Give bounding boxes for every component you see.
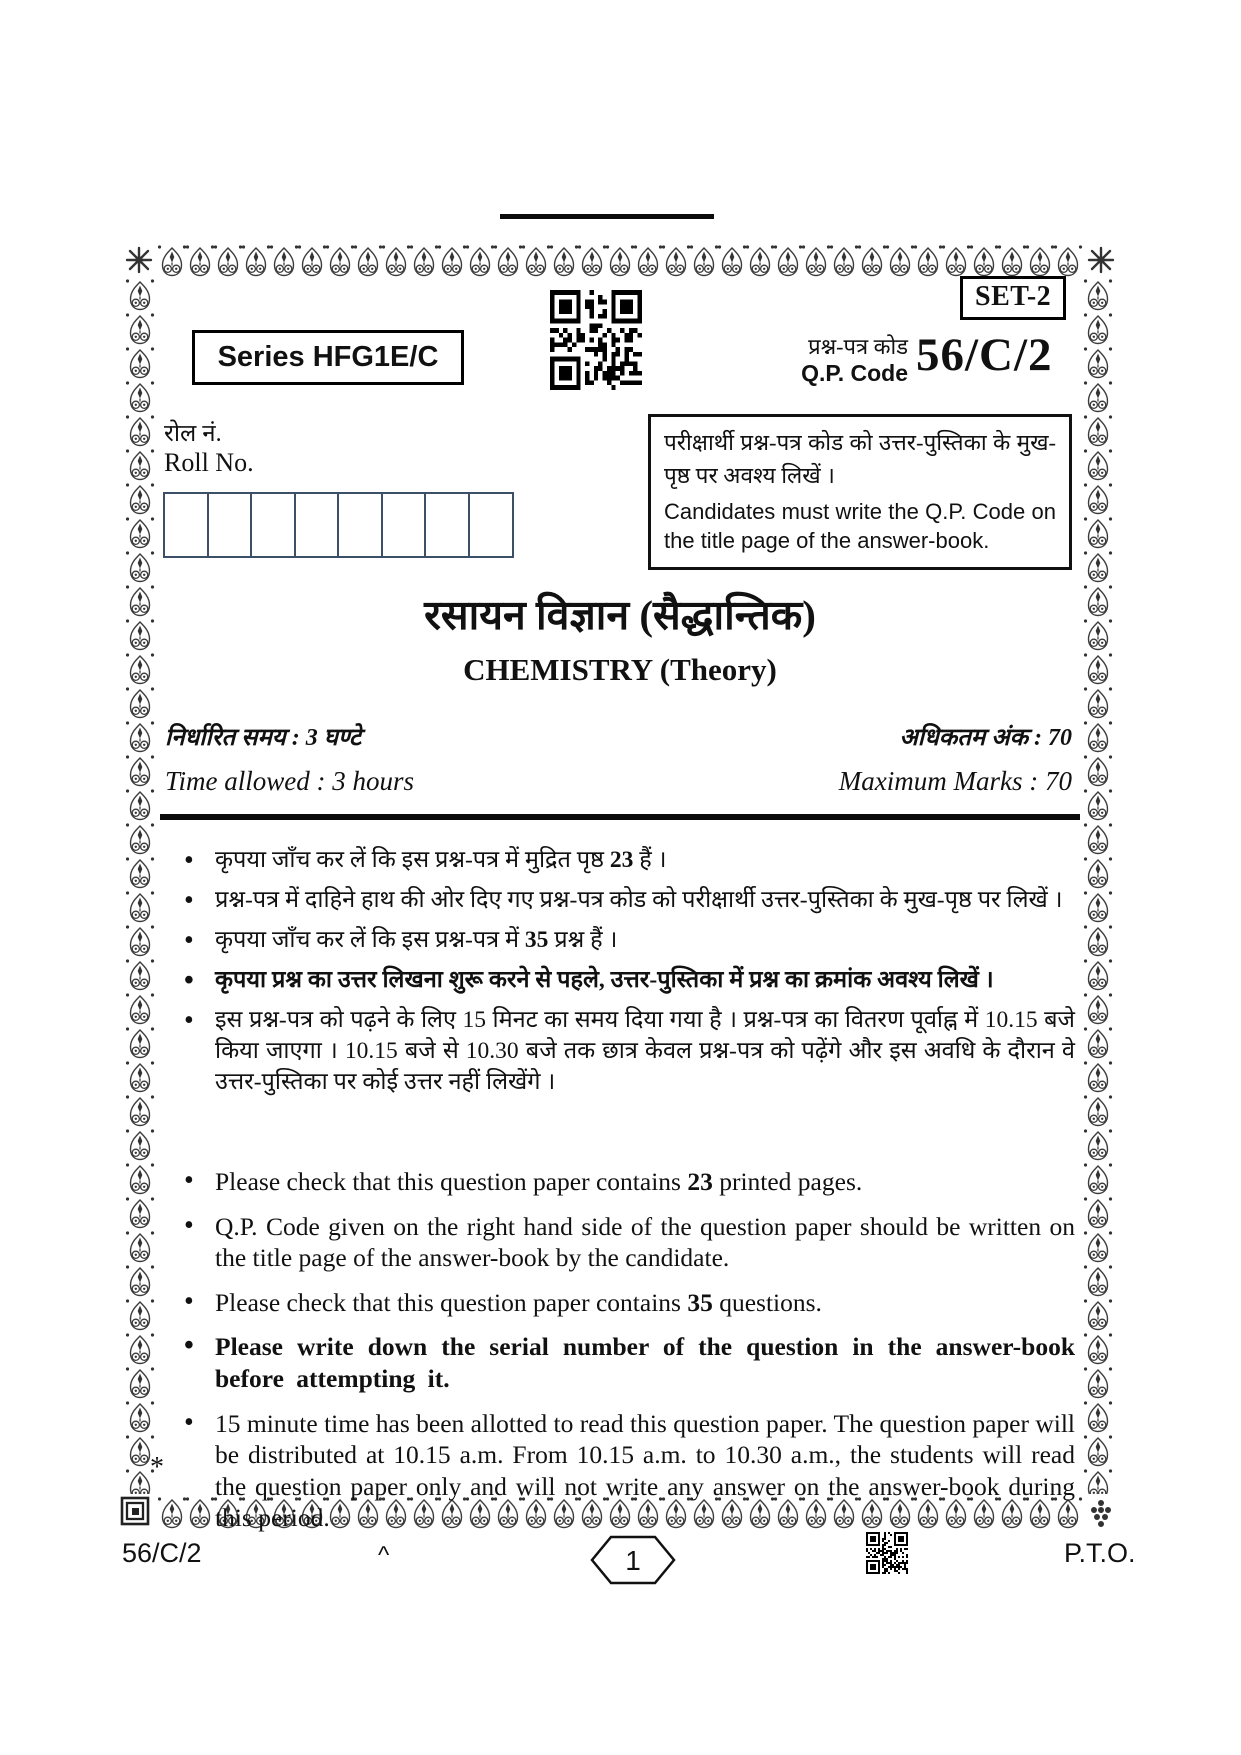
time-allowed-hindi: निर्धारित समय : 3 घण्टे <box>165 725 362 751</box>
instructions-list-hindi <box>215 845 1075 1107</box>
footer-qr-code <box>866 1532 908 1574</box>
series-code-box <box>192 330 464 385</box>
footer-caret-mark: ^ <box>378 1542 390 1569</box>
qp-code-value: 56/C/2 <box>916 329 1053 381</box>
instruction-item: • Q.P. Code given on the right hand side of the question paper should be written on the title page of the answer-book by the candidate. <box>215 1211 1075 1274</box>
instruction-item: • 15 minute time has been allotted to read this question paper. The question paper will be distributed at 10.15 a.m. From 10.15 a.m. to 10.30 a.m., the students will read the question paper only and will not write any answer on the answer-book during this period. <box>215 1408 1075 1534</box>
roll-digit-cell <box>163 492 209 558</box>
subject-title-hindi: रसायन विज्ञान (सैद्धान्तिक) <box>424 592 816 638</box>
roll-digit-cell <box>424 492 470 558</box>
footer-paper-code: 56/C/2 <box>122 1538 202 1568</box>
qp-code-label-hindi: प्रश्न-पत्र कोड <box>808 334 908 359</box>
qp-code-labels <box>640 334 908 387</box>
instruction-item: • इस प्रश्न-पत्र को पढ़ने के लिए 15 मिनट का समय दिया गया है । प्रश्न-पत्र का वितरण पूर्वाह्न में 10.15 बजे किया जाएगा । 10.15 बजे से 10.30 बजे तक छात्र केवल प्रश्न-पत्र को पढ़ेंगे और इस अवधि के दौरान वे उत्तर-पुस्तिका पर कोई उत्तर नहीं लिखेंगे । <box>215 1005 1075 1098</box>
set-number-label: SET-2 <box>975 281 1052 312</box>
ornamental-border-top <box>158 244 1083 278</box>
instruction-item: • Please write down the serial number of the question in the answer-book before attempting it. <box>215 1331 1075 1394</box>
roll-number-grid <box>163 492 514 558</box>
page-number: 1 <box>625 1545 641 1576</box>
roll-digit-cell <box>381 492 427 558</box>
instruction-item: • Please check that this question paper contains 35 questions. <box>215 1287 1075 1319</box>
instructions-list-english <box>215 1166 1075 1547</box>
max-marks-english: Maximum Marks : 70 <box>838 766 1072 796</box>
instruction-item: • Please check that this question paper contains 23 printed pages. <box>215 1166 1075 1198</box>
roll-digit-cell <box>337 492 383 558</box>
qr-code <box>550 290 642 390</box>
set-number-box <box>960 276 1066 320</box>
instruction-item: • प्रश्न-पत्र में दाहिने हाथ की ओर दिए गए प्रश्न-पत्र कोड को परीक्षार्थी उत्तर-पुस्तिका के मुख-पृष्ठ पर लिखें । <box>215 885 1075 916</box>
candidate-note-english: Candidates must write the Q.P. Code on the title page of the answer-book. <box>664 499 1056 553</box>
candidate-note-hindi: परीक्षार्थी प्रश्न-पत्र कोड को उत्तर-पुस्तिका के मुख-पृष्ठ पर अवश्य लिखें । <box>664 430 1056 488</box>
instruction-item: • कृपया प्रश्न का उत्तर लिखना शुरू करने से पहले, उत्तर-पुस्तिका में प्रश्न का क्रमांक अवश्य लिखें । <box>215 965 1075 996</box>
border-corner-spiral-icon <box>118 1494 152 1528</box>
ornamental-border-left <box>126 278 156 1494</box>
roll-digit-cell <box>294 492 340 558</box>
time-allowed-english: Time allowed : 3 hours <box>165 766 415 796</box>
roll-number-label-english: Roll No. <box>164 448 254 477</box>
candidate-note-box <box>648 414 1072 570</box>
header-separator-rule <box>160 814 1080 820</box>
max-marks-hindi: अधिकतम अंक : 70 <box>899 725 1072 751</box>
roll-digit-cell <box>468 492 514 558</box>
qp-code-label-english: Q.P. Code <box>801 359 908 386</box>
series-code-label: Series HFG1E/C <box>217 341 439 373</box>
footer-pto-label: P.T.O. <box>1064 1538 1136 1568</box>
instruction-item: • कृपया जाँच कर लें कि इस प्रश्न-पत्र में 35 प्रश्न हैं । <box>215 925 1075 956</box>
instruction-item: • कृपया जाँच कर लें कि इस प्रश्न-पत्र में मुद्रित पृष्ठ 23 हैं । <box>215 845 1075 876</box>
roll-number-label-hindi: रोल नं. <box>164 421 222 447</box>
page-number-hexagon <box>578 1532 688 1588</box>
border-corner-flourish-icon <box>122 243 156 277</box>
top-centerfold-rule <box>500 214 714 219</box>
ornamental-border-right <box>1084 278 1114 1494</box>
subject-title-english: CHEMISTRY (Theory) <box>463 652 777 687</box>
border-corner-flourish-icon <box>1084 243 1118 277</box>
roll-digit-cell <box>207 492 253 558</box>
roll-digit-cell <box>250 492 296 558</box>
footnote-asterisk: * <box>150 1452 164 1483</box>
border-corner-grape-icon <box>1084 1496 1118 1530</box>
